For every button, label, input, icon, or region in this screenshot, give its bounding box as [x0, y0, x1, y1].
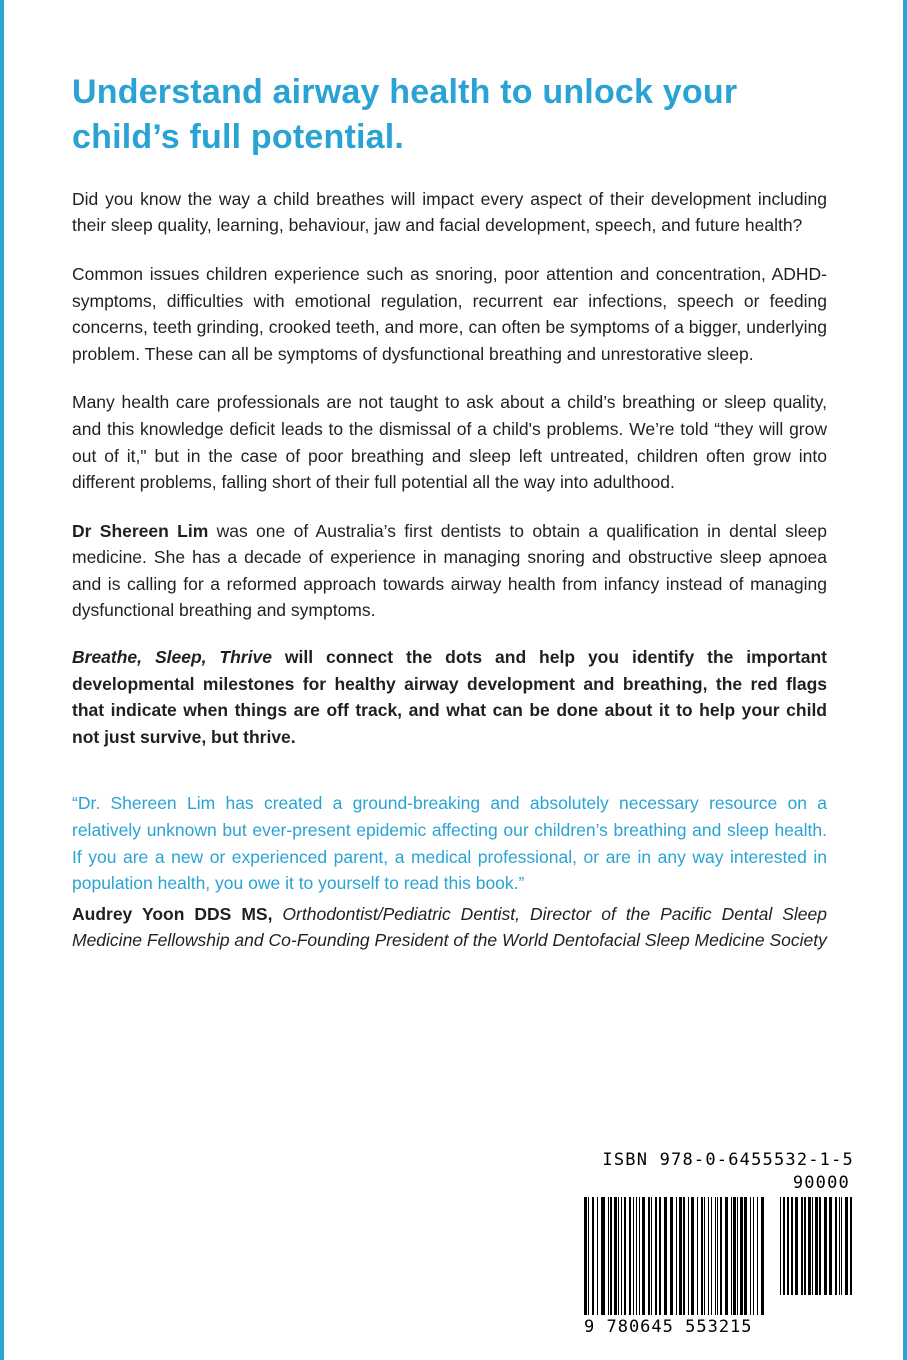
barcode-main-bars: [584, 1197, 766, 1315]
barcode-bars: [584, 1197, 854, 1337]
headline-line-2: child’s full potential.: [72, 117, 405, 156]
endorsement-attribution: [72, 901, 827, 954]
barcode-area: [584, 1150, 854, 1337]
book-title: Breathe, Sleep, Thrive: [72, 647, 272, 668]
paragraph-3: Many health care professionals are not taught to ask about a child’s breathing or sleep quality, and this knowledge deficit leads to the dismissal of a child's problems. We’re told “they will grow out of it," but in the case of poor breathing and sleep left untreated, children often grow into different problems, falling short of their full potential all the way into adulthood.: [72, 392, 827, 493]
isbn-text: ISBN 978-0-6455532-1-5: [602, 1150, 854, 1170]
endorser-name: Audrey Yoon DDS MS,: [72, 903, 273, 924]
author-paragraph: [72, 518, 827, 624]
author-paragraph-text: was one of Australia’s first dentists to obtain a qualification in dental sleep medicine. She has a decade of experience in managing snoring and obstructive sleep apnoea and is calling for a reformed approach towards airway health from infancy instead of managing dysfunctional breathing and symptoms.: [72, 520, 827, 621]
left-edge-rule: [0, 0, 4, 1360]
right-edge-rule: [903, 0, 907, 1360]
promise-paragraph: [72, 644, 827, 750]
endorsement-quote: “Dr. Shereen Lim has created a ground-breaking and absolutely necessary resource on a relatively unknown but ever-present epidemic affecting our children’s breathing and sleep health. If you are a new or experienced parent, a medical professional, or are in any way interested in population health, you owe it to yourself to read this book.”: [72, 793, 827, 894]
paragraph-1: Did you know the way a child breathes will impact every aspect of their development including their sleep quality, learning, behaviour, jaw and facial development, speech, and future health?: [72, 188, 827, 236]
author-name: Dr Shereen Lim: [72, 520, 209, 541]
barcode-supplement-bars: [780, 1197, 854, 1295]
page-title: [72, 70, 827, 160]
promise-paragraph-text: will connect the dots and help you identify the important developmental milestones for healthy airway development and breathing, the red flags that indicate when things are off track, and what can be done about it to help your child not just survive, but thrive.: [72, 647, 827, 747]
barcode-supplement-text: 90000: [792, 1173, 850, 1193]
paragraph-2: Common issues children experience such as snoring, poor attention and concentration, ADHD-symptoms, difficulties with emotional regulation, recurrent ear infections, speech or feeding concerns, teeth grinding, crooked teeth, and more, can often be symptoms of a bigger, underlying problem. These can all be symptoms of dysfunctional breathing and unrestorative sleep.: [72, 263, 827, 364]
cover-content: [72, 70, 827, 954]
headline-line-1: Understand airway health to unlock your: [72, 73, 738, 111]
endorser-title: Orthodontist/Pediatric Dentist, Director of the Pacific Dental Sleep Medicine Fellowship and Co-Founding President of the World Dentofacial Sleep Medicine Society: [72, 903, 827, 951]
barcode-digits: 9 780645 553215: [584, 1317, 753, 1337]
endorsement-block: [72, 790, 827, 954]
